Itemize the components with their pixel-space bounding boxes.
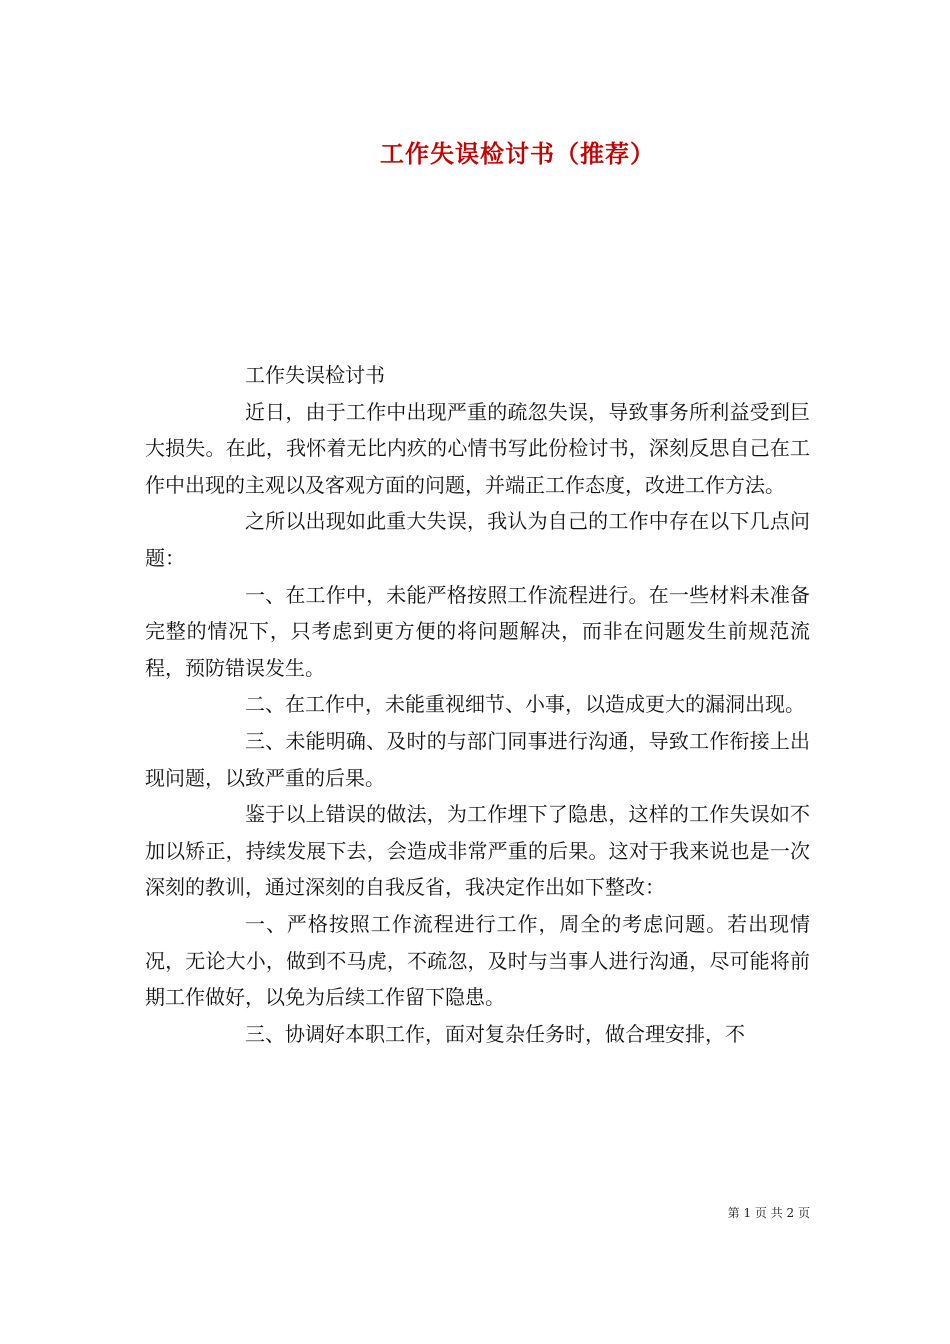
- page-number-footer: 第 1 页 共 2 页: [727, 1206, 810, 1220]
- paragraph-intro: 近日，由于工作中出现严重的疏忽失误，导致事务所利益受到巨大损失。在此，我怀着无比内疚的心情书写此份检讨书，深刻反思自己在工作中出现的主观以及客观方面的问题，并端正工作态度，改进工作方法。: [145, 399, 810, 497]
- paragraph-problems-lead: 之所以出现如此重大失误，我认为自己的工作中存在以下几点问题：: [145, 509, 810, 570]
- paragraph-problem-2: 二、在工作中，未能重视细节、小事，以造成更大的漏洞出现。: [245, 692, 805, 717]
- paragraph-problem-3: 三、未能明确、及时的与部门同事进行沟通，导致工作衔接上出现问题，以致严重的后果。: [145, 728, 810, 790]
- paragraph-action-1: 一、严格按照工作流程进行工作，周全的考虑问题。若出现情况，无论大小，做到不马虎，不疏忽，及时与当事人进行沟通，尽可能将前期工作做好，以免为后续工作留下隐患。: [145, 911, 810, 1010]
- paragraph-reflection: 鉴于以上错误的做法，为工作埋下了隐患，这样的工作失误如不加以矫正，持续发展下去，会造成非常严重的后果。这对于我来说也是一次深刻的教训，通过深刻的自我反省，我决定作出如下整改：: [145, 802, 810, 900]
- document-title: 工作失误检讨书（推荐）: [380, 139, 655, 168]
- document-body: [145, 357, 810, 1052]
- paragraph-heading: 工作失误检讨书: [245, 363, 385, 387]
- paragraph-problem-1: 一、在工作中，未能严格按照工作流程进行。在一些材料未准备完整的情况下，只考虑到更方便的将问题解决，而非在问题发生前规范流程，预防错误发生。: [145, 582, 810, 680]
- paragraph-action-3: 三、协调好本职工作，面对复杂任务时，做合理安排，不: [245, 1021, 745, 1046]
